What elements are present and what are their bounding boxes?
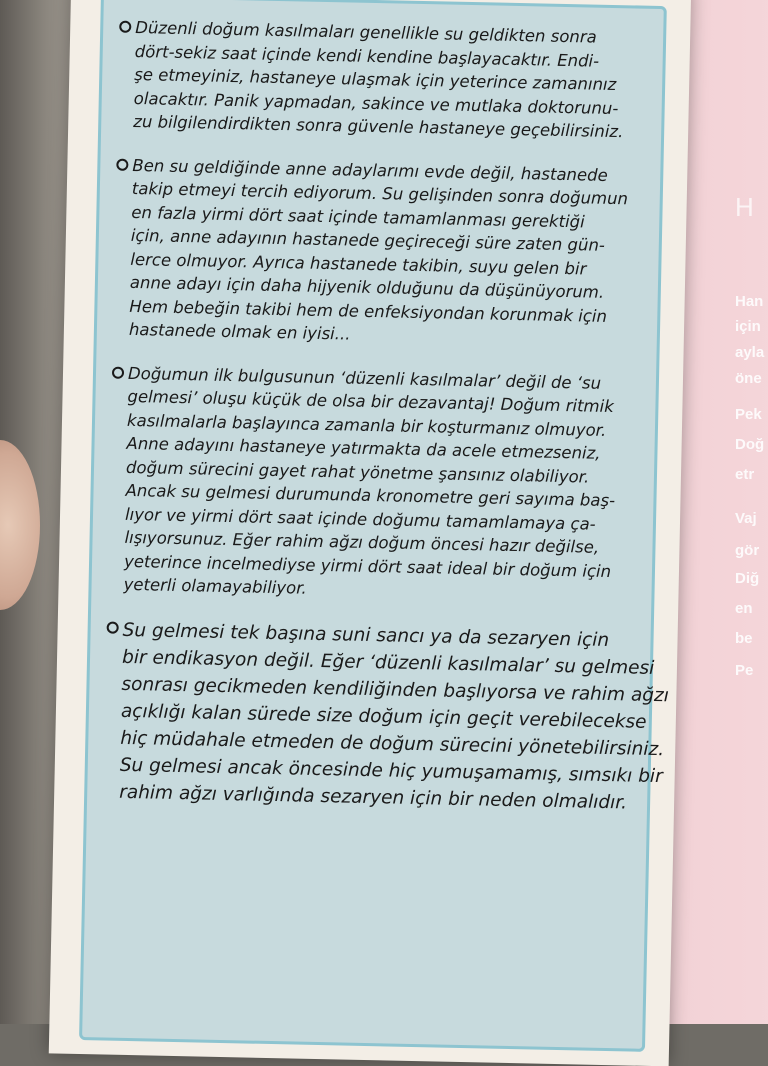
bullet-icon [119,21,131,33]
text-line: hastanede olmak en iyisi... [128,319,351,344]
text-line: Su gelmesi ancak öncesinde hiç yumuşamamış, sımsıkı bir [119,754,663,787]
text-line: lışıyorsunuz. Eğer rahim ağzı doğum öncesi hazır değilse, [124,527,600,557]
right-page-text-fragment: Pek [735,406,762,423]
text-line: gelmesi’ oluşu küçük de olsa bir dezavantaj! Doğum ritmik [127,386,614,417]
text-line: Doğumun ilk bulgusunun ‘düzenli kasılmalar’ değil de ‘su [127,363,602,393]
right-page-text-fragment: Vaj [735,510,757,527]
text-line: en fazla yirmi dört saat içinde tamamlanması gerektiği [131,202,585,231]
book-page [49,0,691,1066]
right-page-text-fragment: etr [735,466,755,483]
right-page-text-fragment: için [735,318,761,335]
info-box-content [103,16,670,837]
right-page-text-fragment: Doğ [735,436,765,453]
right-page-text-fragment: öne [735,370,762,387]
text-line: Ancak su gelmesi durumunda kronometre geri sayıma baş- [125,480,616,511]
right-page-text-fragment: Diğ [735,570,760,587]
text-line: açıklığı kalan sürede size doğum için geçit verebilecekse [120,700,647,733]
right-page-text-fragment: be [735,630,753,647]
text-line: dört-sekiz saat içinde kendi kendine başlayacaktır. Endi- [134,41,600,71]
text-line: hiç müdahale etmeden de doğum sürecini yönetebilirsiniz. [120,727,665,760]
text-line: rahim ağzı varlığında sezaryen için bir neden olmalıdır. [119,781,628,813]
text-line: yeterince incelmediyse yirmi dört saat ideal bir doğum için [123,551,612,581]
text-line: şe etmeyiniz, hastaneye ulaşmak için yeterince zamanınız [134,64,617,95]
text-line: için, anne adayının hastanede geçireceği süre zaten gün- [130,225,606,255]
right-page-text-fragment: ayla [735,344,765,361]
text-line: Su gelmesi tek başına suni sancı ya da sezaryen için [122,619,610,651]
right-page-text-fragment: Pe [735,662,754,679]
text-line: Ben su geldiğinde anne adaylarımı evde değil, hastanede [132,155,608,185]
text-line: olacaktır. Panik yapmadan, sakince ve mutlaka doktorunu- [133,88,619,118]
bullet-icon [107,621,119,633]
text-line: yeterli olamayabiliyor. [123,574,307,598]
paragraph-4 [103,616,670,816]
text-line: Düzenli doğum kasılmaları genellikle su geldikten sonra [135,17,597,47]
text-line: doğum sürecini gayet rahat yönetme şansınız olabiliyor. [125,457,590,487]
right-page-text-fragment: gör [735,542,760,559]
text-line: Hem bebeğin takibi hem de enfeksiyondan korunmak için [129,296,608,326]
right-page-text-fragment: Han [735,293,764,310]
text-line: kasılmalarla başlayınca zamanla bir koşturmanız olmuyor. [126,410,607,440]
text-line: takip etmeyi tercih ediyorum. Su gelişinden sonra doğumun [131,178,629,209]
bullet-icon [112,366,124,378]
text-line: anne adayı için daha hijyenik olduğunu da düşünüyorum. [129,272,605,302]
info-box [79,0,670,1052]
text-line: lıyor ve yirmi dört saat içinde doğumu tamamlamaya ça- [124,504,596,534]
paragraph-3 [107,361,646,607]
paragraph-1 [117,16,653,145]
bullet-icon [116,158,128,170]
text-line: zu bilgilendirdikten sonra güvenle hastaneye geçebilirsiniz. [133,111,624,142]
text-line: Anne adayını hastaneye yatırmakta da acele etmezseniz, [126,433,601,463]
right-page-heading: H [735,192,754,222]
paragraph-2 [113,153,651,352]
text-line: lerce olmuyor. Ayrıca hastanede takibin, suyu gelen bir [130,249,587,278]
text-line: bir endikasyon değil. Eğer ‘düzenli kasılmalar’ su gelmesi [121,646,655,679]
text-line: sonrası gecikmeden kendiliğinden başlıyorsa ve rahim ağzı [121,673,670,706]
right-page-text-fragment: en [735,600,753,617]
